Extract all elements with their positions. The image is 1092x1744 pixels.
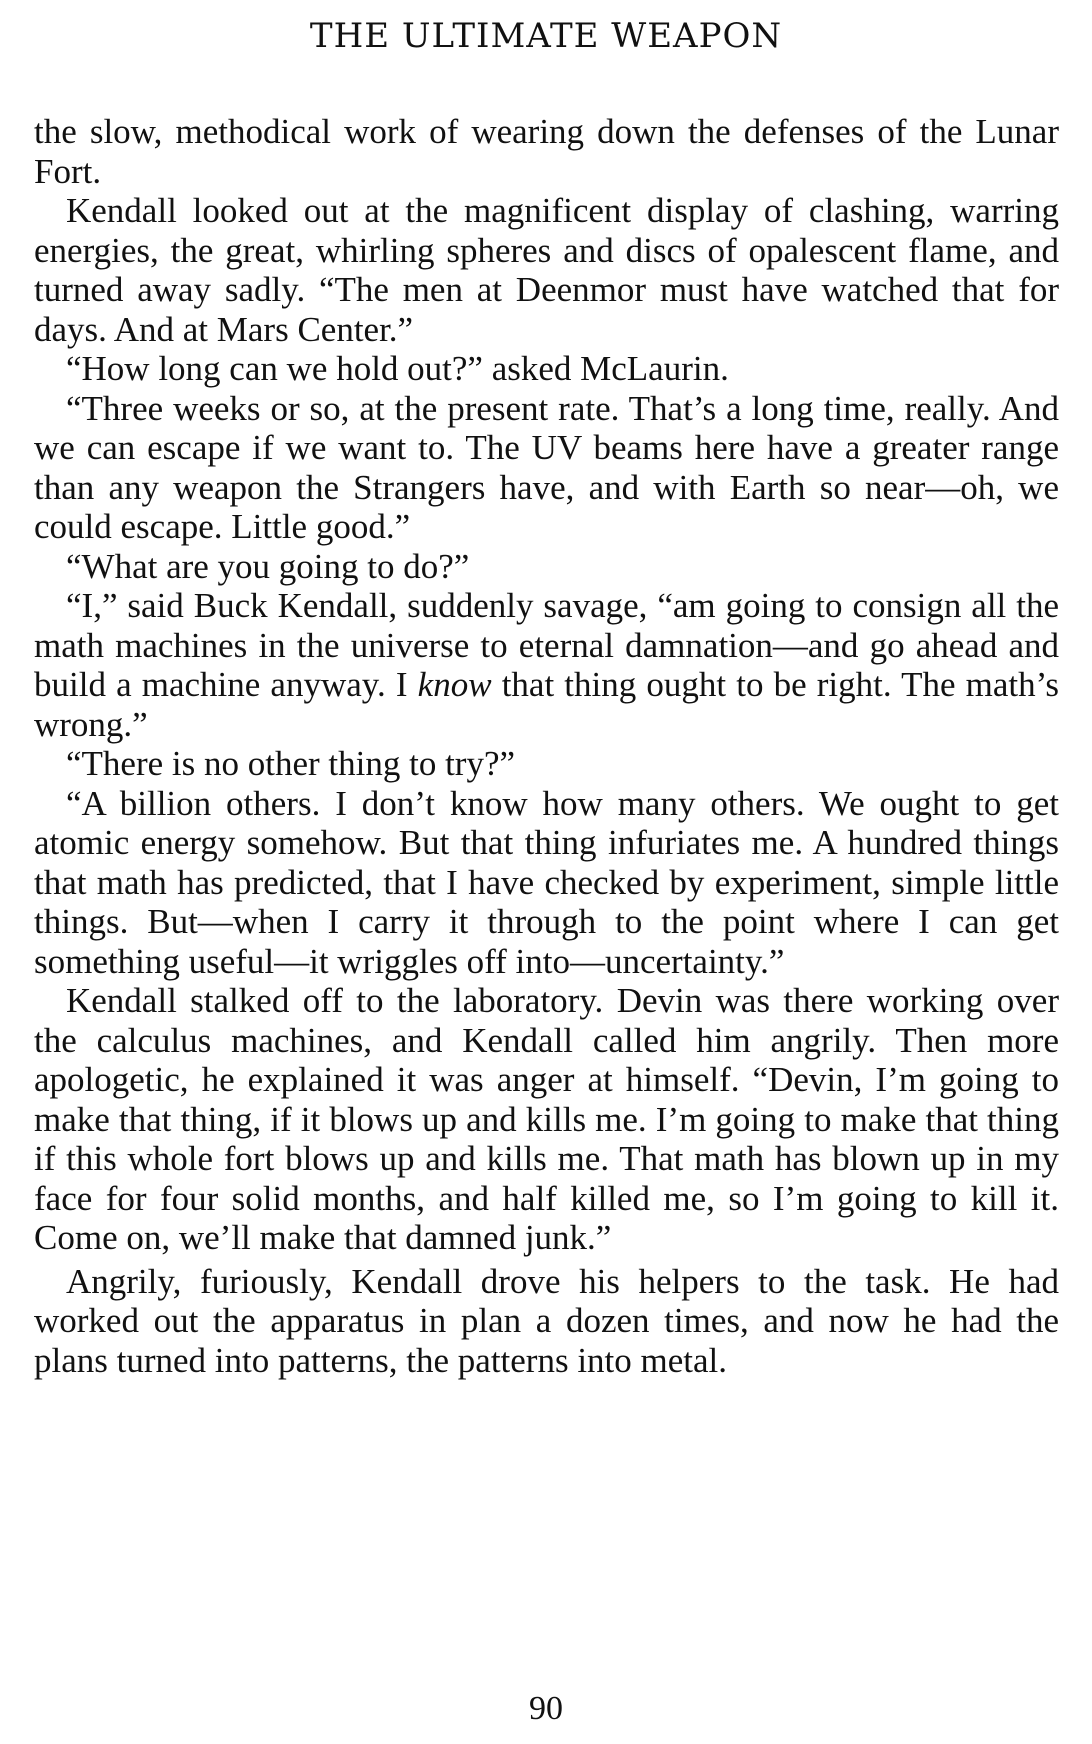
page-number: 90	[529, 1690, 563, 1727]
paragraph: “There is no other thing to try?”	[66, 744, 516, 783]
paragraph: Angrily, furiously, Kendall drove his helpers to the task. He had worked out the apparatus in plan a dozen times, and now he had the plans turned into patterns, the patterns into metal.	[34, 1261, 1059, 1380]
paragraph	[34, 586, 1059, 744]
paragraph: “A billion others. I don’t know how many others. We ought to get atomic energy somehow. But that thing infuriates me. A hundred things that math has predicted, that I have checked by experiment, simple little things. But—when I carry it through to the point where I can get something useful—it wriggles off into—uncertainty.”	[34, 783, 1059, 981]
paragraph: “What are you going to do?”	[66, 546, 470, 586]
running-title: THE ULTIMATE WEAPON	[309, 16, 783, 56]
paragraph-text: that thing ought to be right. The math’s wrong.”	[34, 665, 1059, 744]
paragraph: Kendall stalked off to the laboratory. Devin was there working over the calculus machines, and Kendall called him angrily. Then more apologetic, he explained it was anger at himself. “Devin, I’m going to make that thing, if it blows up and kills me. I’m going to make that thing if this whole fort blows up and kills me. That math has blown up in my face for four solid months, and half killed me, so I’m going to kill it. Come on, we’ll make that damned junk.”	[34, 981, 1059, 1257]
paragraph: “Three weeks or so, at the present rate. That’s a long time, really. And we can escape if we want to. The UV beams here have a greater range than any weapon the Strangers have, and with Earth so near—oh, we could escape. Little good.”	[34, 388, 1059, 546]
paragraph: “How long can we hold out?” asked McLaurin.	[66, 349, 729, 388]
paragraph-continued: the slow, methodical work of wearing down the defenses of the Lunar Fort.	[34, 112, 1059, 191]
body-text	[34, 112, 1059, 1380]
paragraph: Kendall looked out at the magnificent display of clashing, warring energies, the great, whirling spheres and discs of opalescent flame, and turned away sadly. “The men at Deenmor must have watched that for days. And at Mars Center.”	[34, 191, 1059, 349]
emphasis-word: know	[417, 665, 492, 704]
paragraph-text: “I,” said Buck Kendall, suddenly savage, “am going to consign all the math machines in the universe to eternal damnation—and go ahead and build a machine anyway. I	[34, 586, 1059, 704]
